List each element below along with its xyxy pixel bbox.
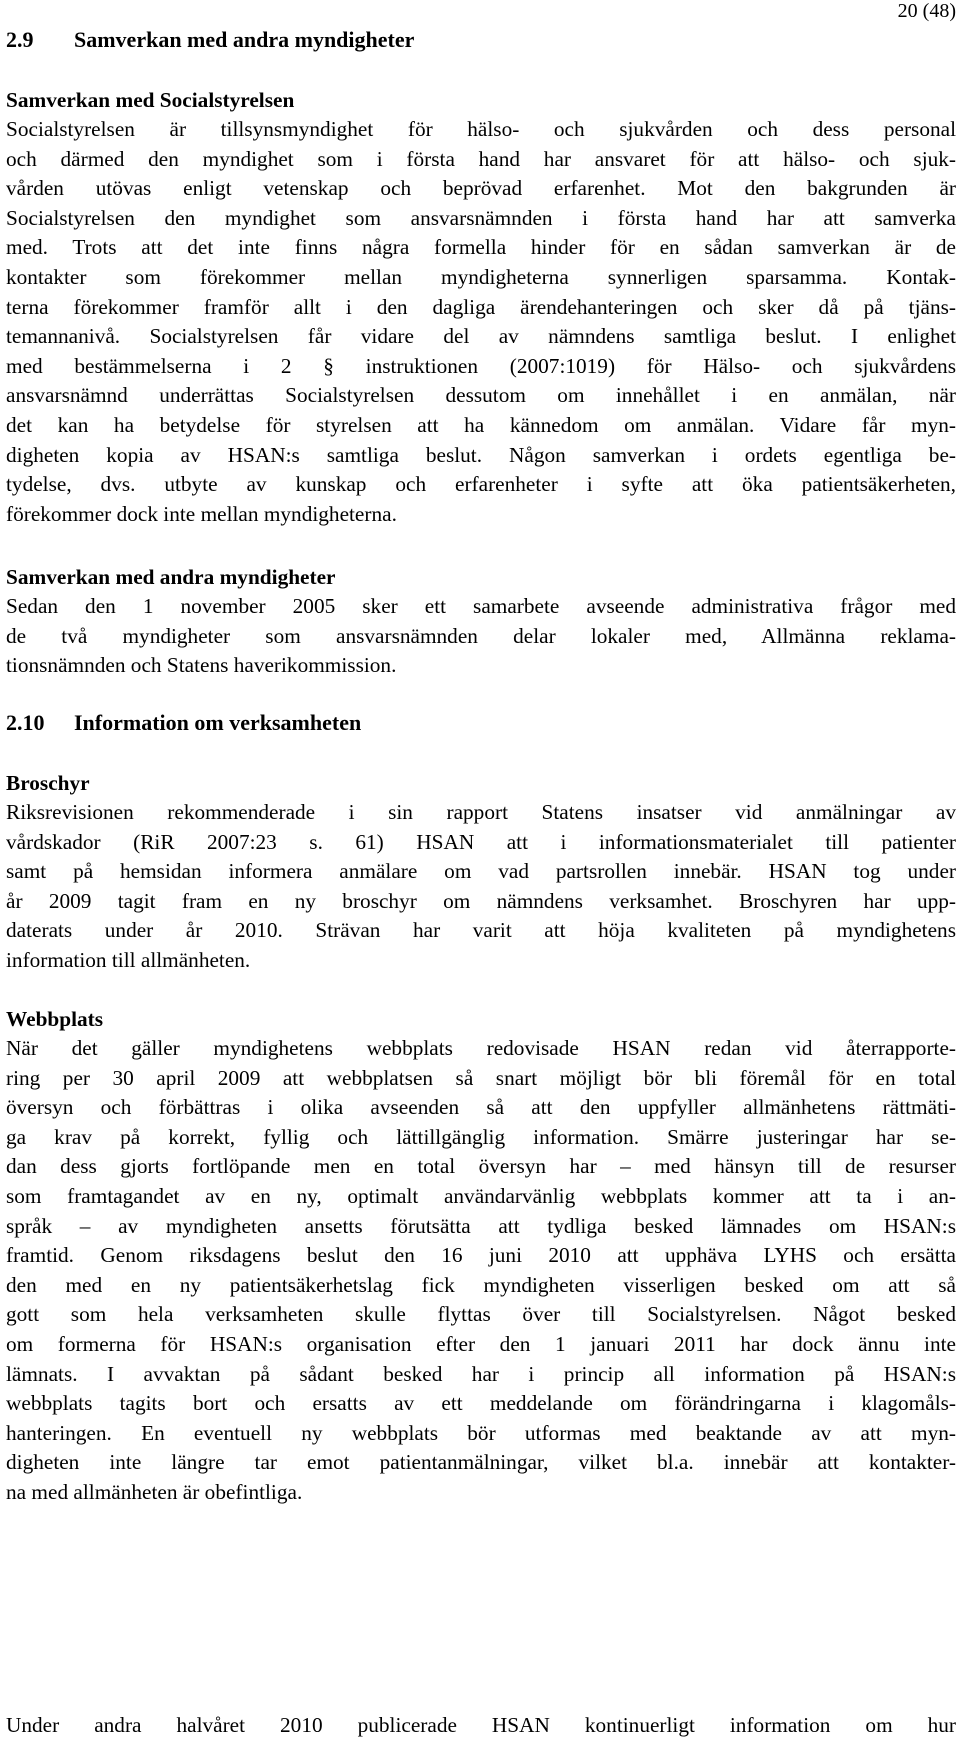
text-line: med. Trots att det inte finns några formella hinder för en sådan samverkan är de: [6, 235, 956, 260]
text-line: Sedan den 1 november 2005 sker ett samarbete avseende administrativa frågor med: [6, 594, 956, 618]
text-line: översyn och förbättras i olika avseenden så att den uppfyller allmänhetens rättmäti-: [6, 1095, 956, 1120]
text-line: daterats under år 2010. Strävan har varit att höja kvaliteten på myndighetens: [6, 918, 956, 943]
text-line: gott som hela verksamheten skulle flyttas över till Socialstyrelsen. Något besked: [6, 1302, 956, 1327]
section-number: 2.9: [6, 27, 34, 52]
text-line: Socialstyrelsen är tillsynsmyndighet för hälso- och sjukvården och dess personal: [6, 117, 956, 141]
text-line: med bestämmelserna i 2 § instruktionen (2007:1019) för Hälso- och sjukvårdens: [6, 353, 956, 378]
text-line: om formerna för HSAN:s organisation efter den 1 januari 2011 har dock ännu inte: [6, 1331, 956, 1356]
section-title: Samverkan med andra myndigheter: [74, 27, 415, 52]
text-line: den med en ny patientsäkerhetslag fick myndigheten visserligen besked om att så: [6, 1272, 956, 1297]
paragraph-socialstyrelsen: [6, 115, 956, 529]
text-line: och därmed den myndighet som i första hand har ansvaret för att hälso- och sjuk-: [6, 146, 956, 171]
text-line: hanteringen. En eventuell ny webbplats bör utformas med beaktande av att myn-: [6, 1420, 956, 1445]
text-line: Riksrevisionen rekommenderade i sin rapport Statens insatser vid anmälningar av: [6, 800, 956, 824]
text-line: information till allmänheten.: [6, 947, 251, 972]
text-line: terna förekommer framför allt i den dagliga ärendehanteringen och sker då på tjäns-: [6, 294, 956, 319]
paragraph-final: [6, 1711, 956, 1741]
paragraph-webbplats: [6, 1034, 956, 1508]
subheading-broschyr: Broschyr: [6, 771, 90, 795]
text-line: år 2009 tagit fram en ny broschyr om nämndens verksamhet. Broschyren har upp-: [6, 888, 956, 913]
section-number: 2.10: [6, 710, 45, 735]
text-line: digheten kopia av HSAN:s samtliga beslut. Någon samverkan i ordets egentliga be-: [6, 442, 956, 467]
text-line: När det gäller myndighetens webbplats redovisade HSAN redan vid återrapporte-: [6, 1036, 956, 1060]
text-line: de två myndigheter som ansvarsnämnden delar lokaler med, Allmänna reklama-: [6, 623, 956, 648]
paragraph-broschyr: [6, 798, 956, 976]
text-line: tionsnämnden och Statens haverikommission.: [6, 653, 397, 678]
text-line: vårdskador (RiR 2007:23 s. 61) HSAN att i informationsmaterialet till patienter: [6, 829, 956, 854]
text-line: framtid. Genom riksdagens beslut den 16 juni 2010 att upphäva LYHS och ersätta: [6, 1243, 956, 1268]
page-number: 20 (48): [897, 0, 956, 22]
text-line: ansvarsnämnd underrättas Socialstyrelsen dessutom om innehållet i en anmälan, när: [6, 383, 956, 408]
section-heading-2-9: [6, 25, 414, 55]
text-line: temannanivå. Socialstyrelsen får vidare del av nämndens samtliga beslut. I enlighet: [6, 324, 956, 349]
text-line: språk – av myndigheten ansetts förutsätta att tydliga besked lämnades om HSAN:s: [6, 1213, 956, 1238]
text-line: vården utövas enligt vetenskap och beprövad erfarenhet. Mot den bakgrunden är: [6, 176, 956, 201]
text-line: förekommer dock inte mellan myndigheterna.: [6, 501, 397, 526]
subheading-socialstyrelsen: Samverkan med Socialstyrelsen: [6, 88, 295, 112]
text-line: som framtagandet av en ny, optimalt användarvänlig webbplats kommer att ta i an-: [6, 1183, 956, 1208]
text-line: det kan ha betydelse för styrelsen att ha kännedom om anmälan. Vidare får myn-: [6, 412, 956, 437]
text-line: lämnats. I avvaktan på sådant besked har i princip all information på HSAN:s: [6, 1361, 956, 1386]
subheading-webbplats: Webbplats: [6, 1007, 104, 1031]
section-heading-2-10: [6, 708, 361, 738]
text-line: ring per 30 april 2009 att webbplatsen så snart möjligt bör bli föremål för en total: [6, 1065, 956, 1090]
text-line: ga krav på korrekt, fyllig och lättillgänglig information. Smärre justeringar har se-: [6, 1124, 956, 1149]
text-line: na med allmänheten är obefintliga.: [6, 1479, 303, 1504]
subheading-andra-myndigheter: Samverkan med andra myndigheter: [6, 565, 336, 589]
text-line: dan dess gjorts fortlöpande men en total översyn har – med hänsyn till de resurser: [6, 1154, 956, 1179]
text-line: webbplats tagits bort och ersatts av ett meddelande om förändringarna i klagomåls-: [6, 1391, 956, 1416]
text-line: Socialstyrelsen den myndighet som ansvarsnämnden i första hand har att samverka: [6, 205, 956, 230]
text-line: Under andra halvåret 2010 publicerade HSAN kontinuerligt information om hur: [6, 1713, 956, 1737]
text-line: tydelse, dvs. utbyte av kunskap och erfarenheter i syfte att öka patientsäkerheten,: [6, 472, 956, 497]
text-line: samt på hemsidan informera anmälare om vad partsrollen innebär. HSAN tog under: [6, 859, 956, 884]
text-line: digheten inte längre tar emot patientanmälningar, vilket bl.a. innebär att kontakter-: [6, 1450, 956, 1475]
paragraph-andra-myndigheter: [6, 592, 956, 681]
text-line: kontakter som förekommer mellan myndigheterna synnerligen sparsamma. Kontak-: [6, 264, 956, 289]
section-title: Information om verksamheten: [74, 710, 362, 735]
